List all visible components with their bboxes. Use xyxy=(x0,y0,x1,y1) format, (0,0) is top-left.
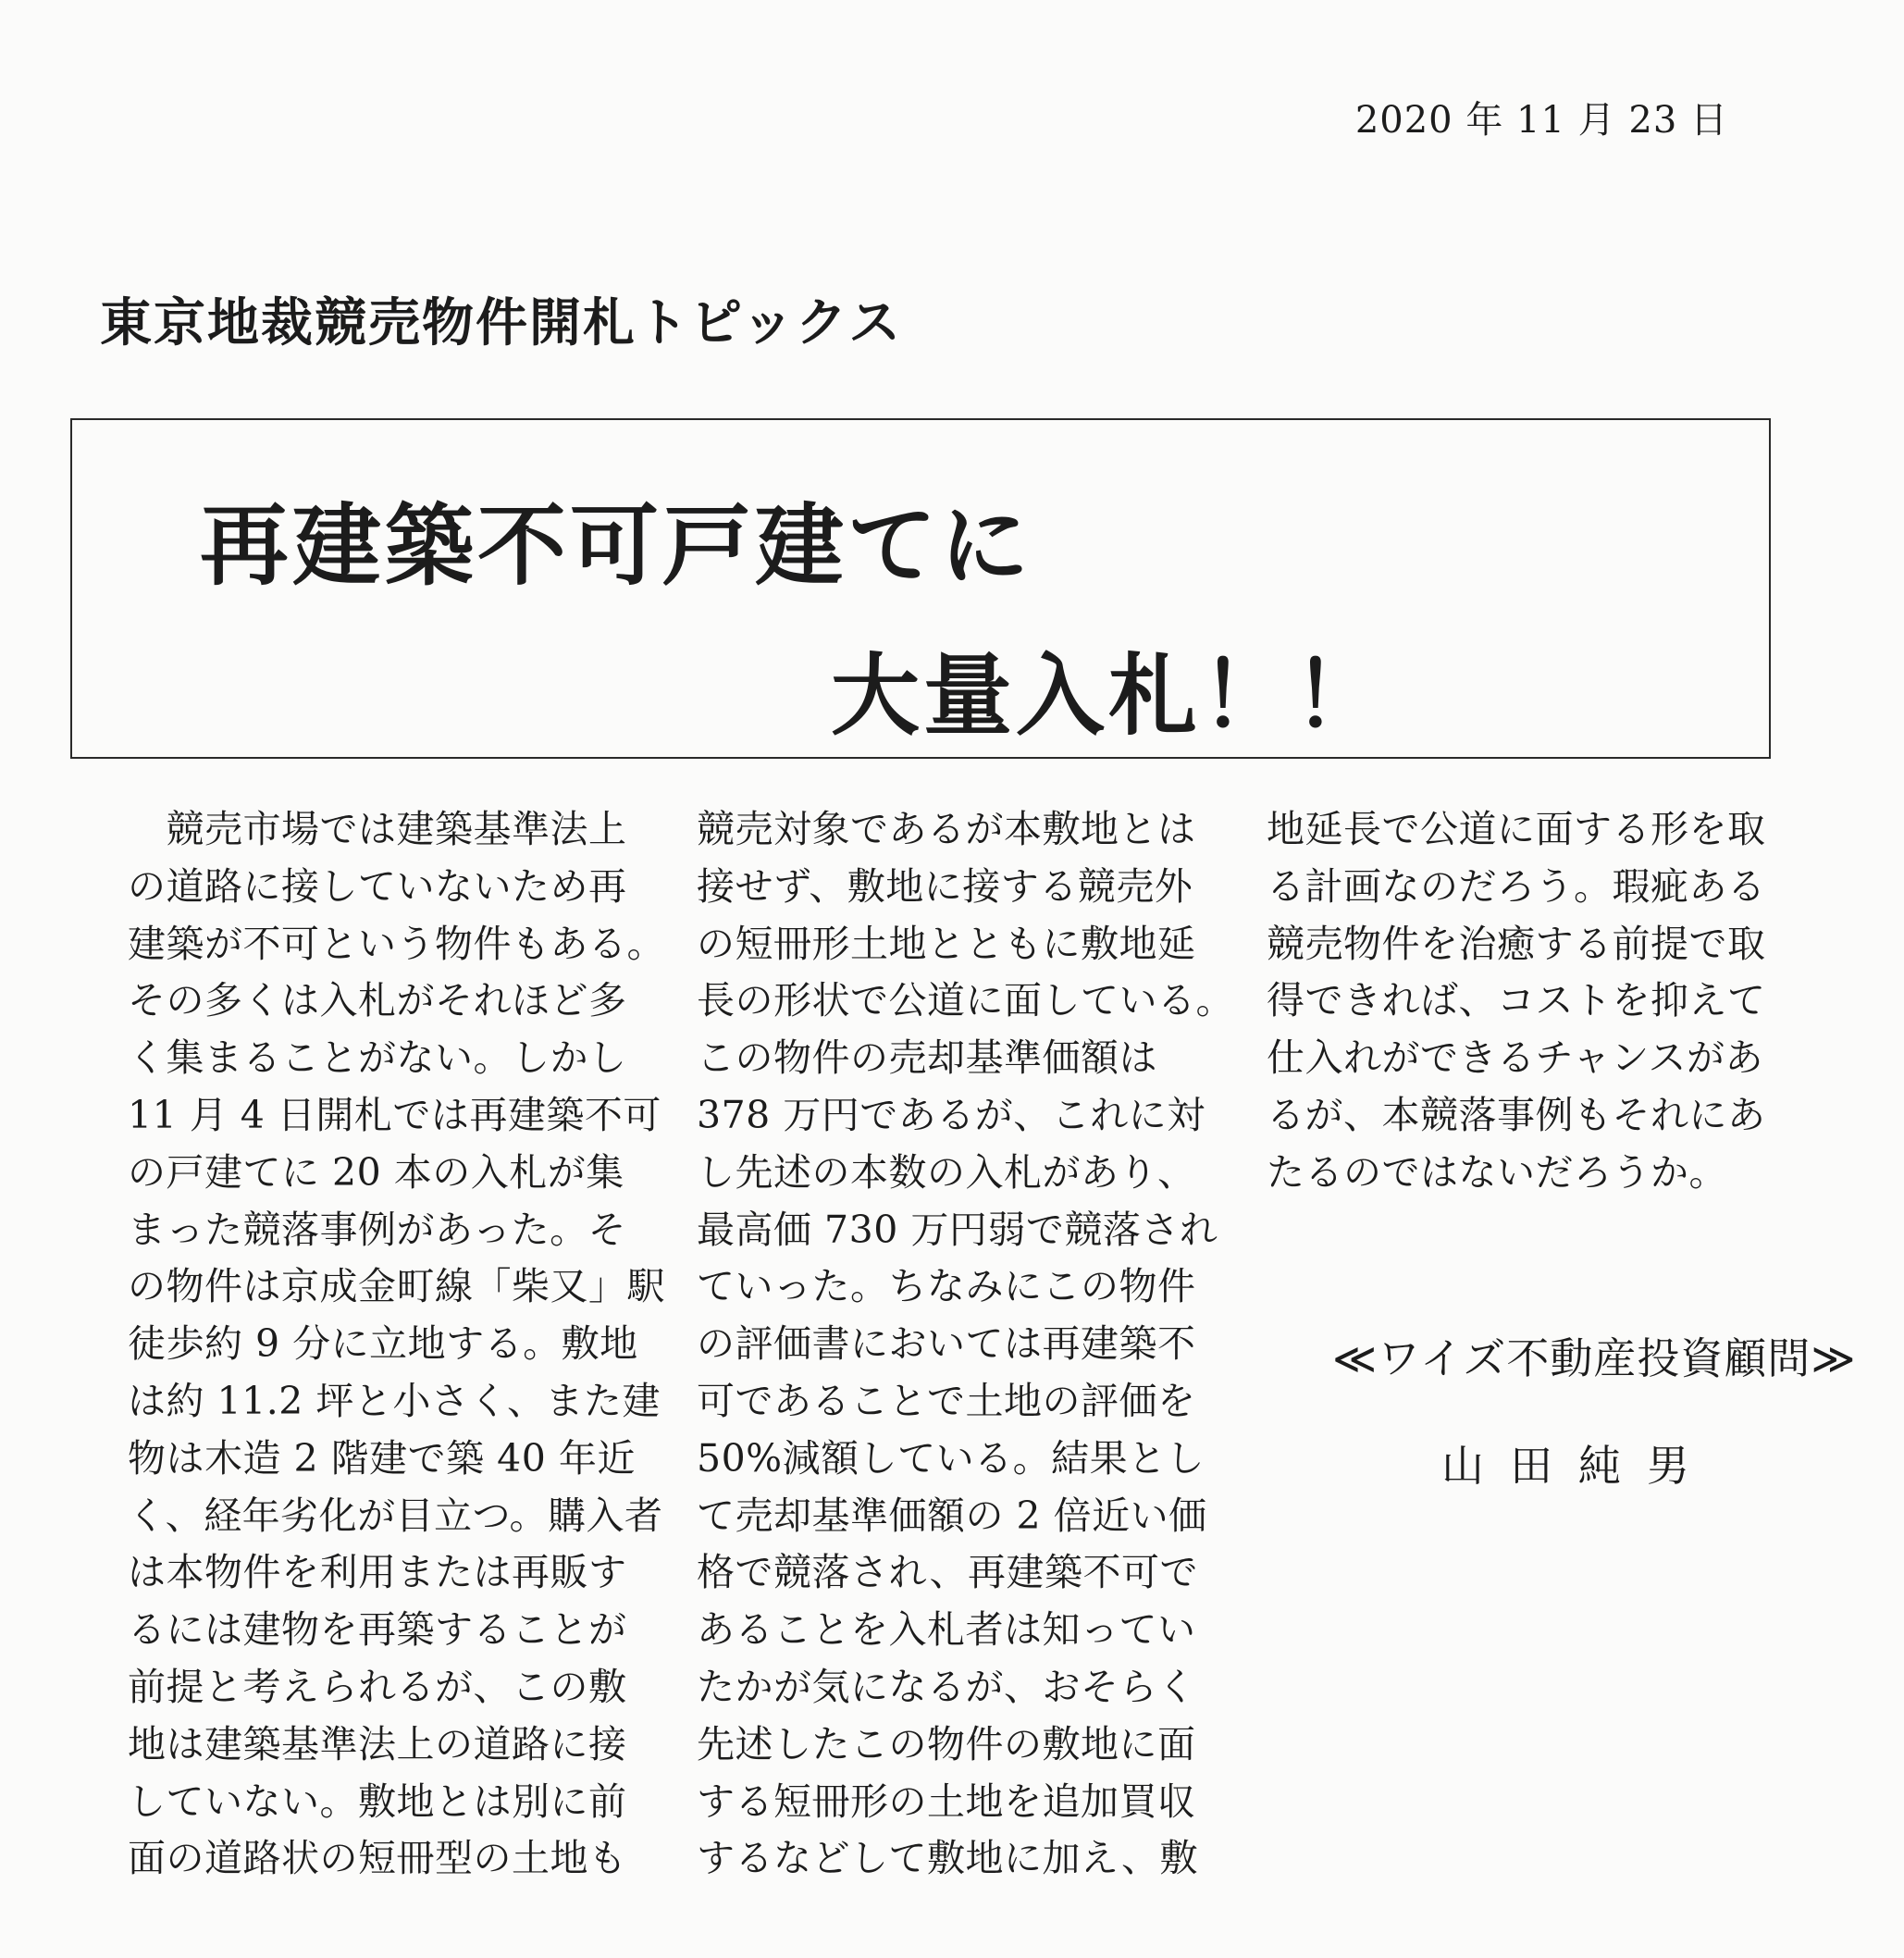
body-line: の戸建てに 20 本の入札が集 xyxy=(128,1149,624,1195)
body-line: ていった。ちなみにこの物件 xyxy=(697,1264,1196,1309)
body-line: く、経年劣化が目立つ。購入者 xyxy=(128,1493,663,1538)
author-name: 山田純男 xyxy=(1441,1441,1715,1491)
body-line: 先述したこの物件の敷地に面 xyxy=(697,1721,1196,1766)
body-line: く集まることがない。しかし xyxy=(128,1035,627,1081)
body-line: 最高価 730 万円弱で競落され xyxy=(697,1207,1218,1252)
body-line: て売却基準価額の 2 倍近い価 xyxy=(697,1493,1207,1538)
body-line: の道路に接していないため再 xyxy=(128,863,627,909)
body-line: 徒歩約 9 分に立地する。敷地 xyxy=(128,1321,638,1367)
body-line: 物は木造 2 階建で築 40 年近 xyxy=(128,1435,636,1481)
body-line: 長の形状で公道に面している。 xyxy=(697,978,1234,1023)
body-line: るが、本競落事例もそれにあ xyxy=(1267,1092,1766,1137)
headline-box xyxy=(70,418,1771,759)
body-line: 接せず、敷地に接する競売外 xyxy=(697,863,1193,909)
body-line: は約 11.2 坪と小さく、また建 xyxy=(128,1378,661,1423)
body-line: たかが気になるが、おそらく xyxy=(697,1664,1196,1709)
body-line: 50%減額している。結果とし xyxy=(697,1435,1205,1481)
body-line: 地は建築基準法上の道路に接 xyxy=(128,1721,627,1766)
body-line: るには建物を再築することが xyxy=(128,1607,627,1653)
body-line: 面の道路状の短冊型の土地も xyxy=(128,1836,627,1881)
body-line: の短冊形土地とともに敷地延 xyxy=(697,921,1196,966)
body-column-2 xyxy=(697,801,1234,1888)
body-line: 地延長で公道に面する形を取 xyxy=(1267,807,1766,851)
body-line: この物件の売却基準価額は xyxy=(697,1035,1157,1081)
body-line: その多くは入札がそれほど多 xyxy=(128,978,627,1023)
body-line: は本物件を利用または再販す xyxy=(128,1550,627,1595)
body-line: 得できれば、コストを抑えて xyxy=(1267,978,1766,1023)
body-column-3 xyxy=(1267,801,1785,1202)
body-line: 11 月 4 日開札では再建築不可 xyxy=(128,1092,661,1137)
body-line: 378 万円であるが、これに対 xyxy=(697,1092,1205,1137)
body-line: していない。敷地とは別に前 xyxy=(128,1778,627,1824)
body-line: たるのではないだろうか。 xyxy=(1267,1149,1727,1195)
headline-line-1: 再建築不可戸建てに xyxy=(200,494,1032,598)
body-line: る計画なのだろう。瑕疵ある xyxy=(1267,863,1766,909)
body-line: 格で競落され、再建築不可で xyxy=(697,1550,1198,1595)
body-line: 可であることで土地の評価を xyxy=(697,1378,1196,1423)
body-line: 建築が不可という物件もある。 xyxy=(128,921,665,966)
body-line: 競売市場では建築基準法上 xyxy=(128,807,627,851)
headline-line-2: 大量入札！！ xyxy=(831,644,1386,748)
article-date: 2020 年 11 月 23 日 xyxy=(1354,99,1728,142)
body-line: の評価書においては再建築不 xyxy=(697,1321,1196,1367)
body-line: するなどして敷地に加え、敷 xyxy=(697,1836,1198,1881)
body-line: 競売対象であるが本敷地とは xyxy=(697,807,1196,851)
body-line: 仕入れができるチャンスがあ xyxy=(1267,1035,1764,1081)
author-affiliation: ≪ワイズ不動産投資顧問≫ xyxy=(1332,1333,1857,1383)
body-line: し先述の本数の入札があり、 xyxy=(697,1149,1196,1195)
body-line: あることを入札者は知ってい xyxy=(697,1607,1196,1653)
series-title: 東京地裁競売物件開札トピックス xyxy=(100,293,903,353)
body-column-1 xyxy=(128,801,665,1888)
body-line: 前提と考えられるが、この敷 xyxy=(128,1664,627,1709)
body-line: する短冊形の土地を追加買収 xyxy=(697,1778,1196,1824)
body-line: まった競落事例があった。そ xyxy=(128,1207,627,1252)
body-line: 競売物件を治癒する前提で取 xyxy=(1267,921,1766,966)
body-line: の物件は京成金町線「柴又」駅 xyxy=(128,1264,665,1309)
